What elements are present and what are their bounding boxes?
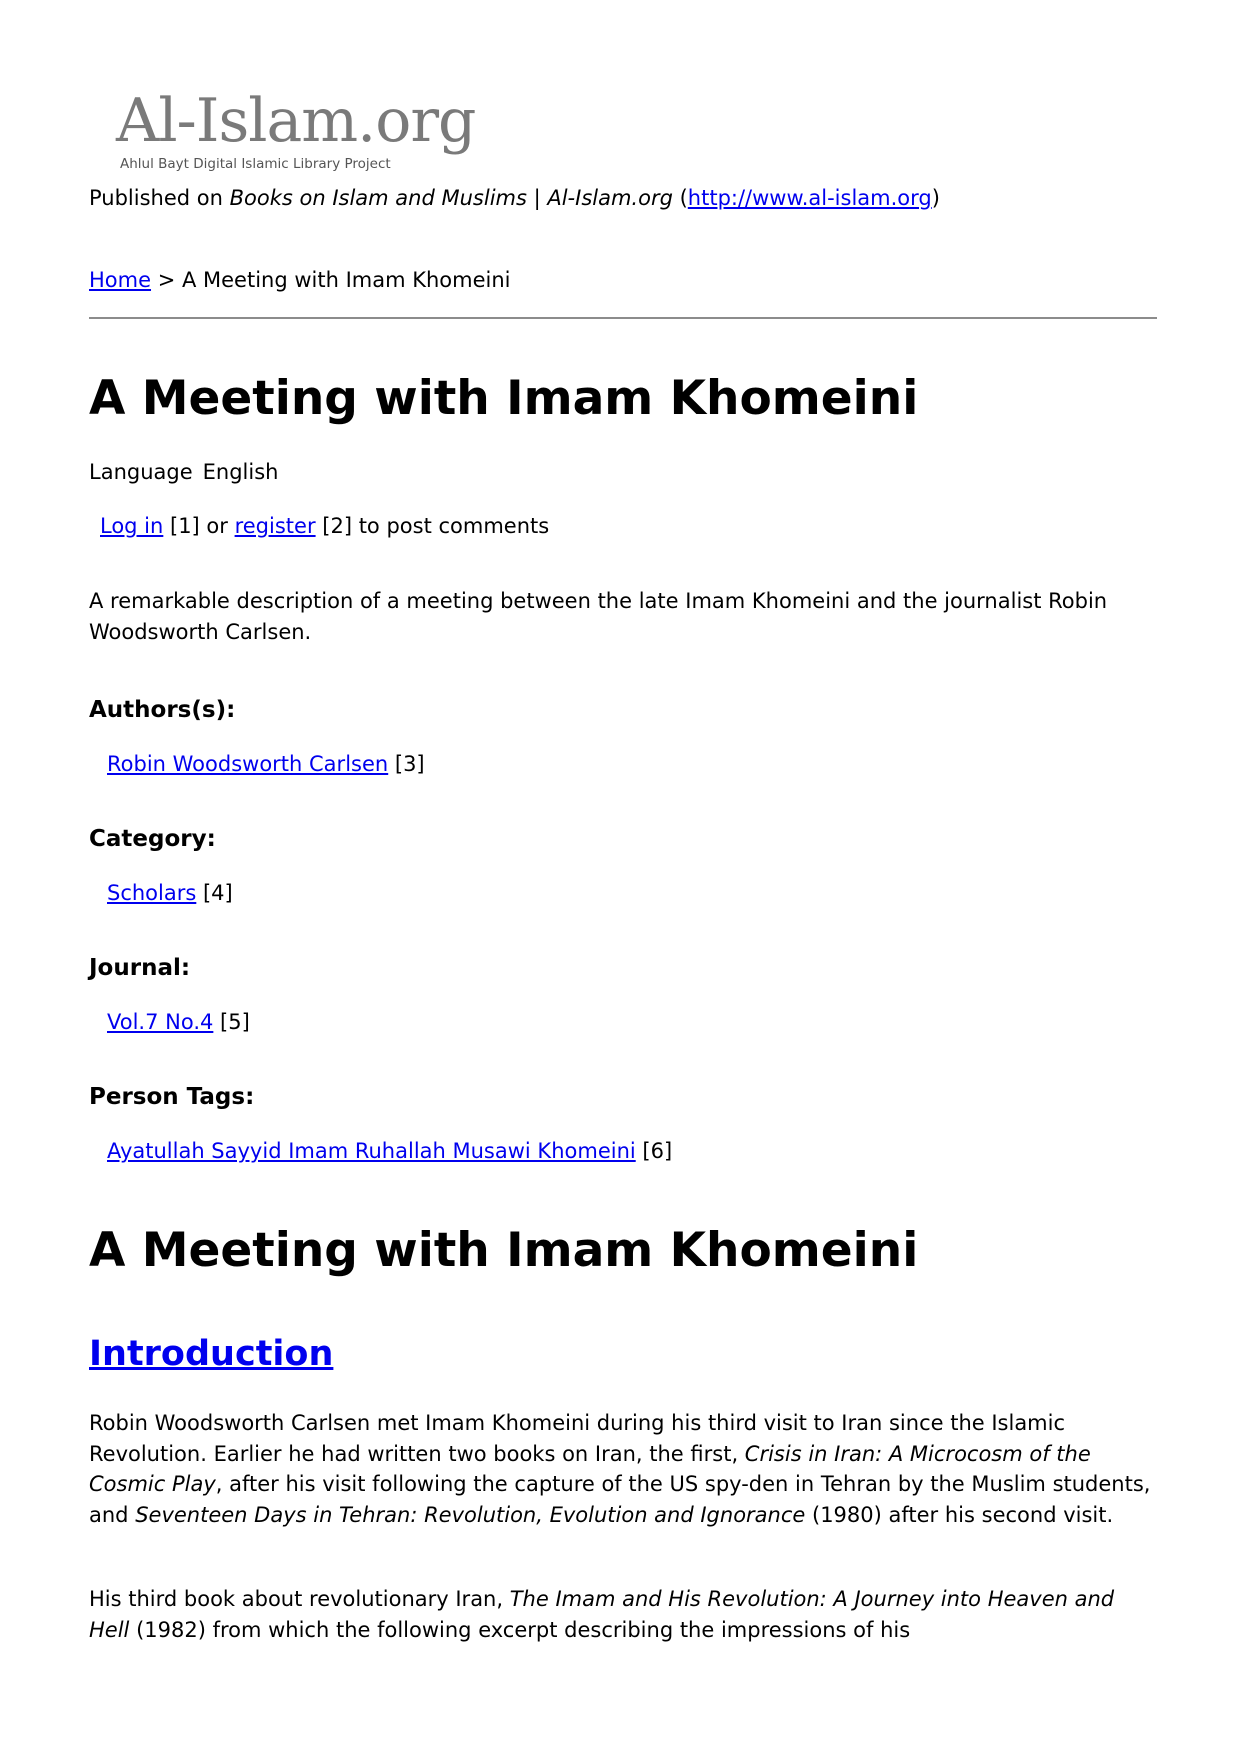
logo-wordmark: Al-Islam.org xyxy=(116,86,476,156)
breadcrumb-separator: > xyxy=(151,268,182,292)
book-description: A remarkable description of a meeting between the late Imam Khomeini and the journalist Robin Woodsworth Carlsen. xyxy=(89,589,1108,644)
language-value: English xyxy=(202,460,279,484)
category-ref: [4] xyxy=(196,881,233,905)
intro-paragraph-2 xyxy=(89,1584,1159,1645)
site-url-link[interactable]: http://www.al-islam.org xyxy=(687,186,932,210)
register-ref: [2] to post comments xyxy=(315,514,550,538)
site-logo[interactable] xyxy=(116,86,486,178)
journal-ref: [5] xyxy=(213,1010,250,1034)
person-tag-link[interactable]: Ayatullah Sayyid Imam Ruhallah Musawi Khomeini xyxy=(107,1139,636,1163)
intro-p2-text-2: (1982) from which the following excerpt describing the impressions of his xyxy=(129,1617,911,1642)
intro-p1-text-2: , after his visit following the capture of the US spy-den in Tehran by the Muslim students, and xyxy=(89,1472,1151,1527)
published-prefix: Published on xyxy=(89,186,230,210)
breadcrumb-current: A Meeting with Imam Khomeini xyxy=(181,268,511,292)
comment-login-line xyxy=(100,514,549,538)
body-title: A Meeting with Imam Khomeini xyxy=(89,1223,919,1278)
authors-label: Authors(s): xyxy=(89,697,236,723)
person-tags-item xyxy=(107,1139,672,1163)
logo-tagline: Ahlul Bayt Digital Islamic Library Project xyxy=(120,156,391,172)
breadcrumb-home-link[interactable]: Home xyxy=(89,268,152,292)
category-item xyxy=(107,881,233,905)
journal-link[interactable]: Vol.7 No.4 xyxy=(107,1010,214,1034)
language-label: Language xyxy=(89,460,193,484)
published-site-name: Books on Islam and Muslims | Al-Islam.org xyxy=(229,186,673,210)
journal-label: Journal: xyxy=(89,955,191,981)
login-ref: [1] or xyxy=(163,514,235,538)
category-label: Category: xyxy=(89,826,216,852)
register-link[interactable]: register xyxy=(234,514,316,538)
journal-item xyxy=(107,1010,250,1034)
published-line xyxy=(89,186,940,210)
published-open-paren: ( xyxy=(672,186,688,210)
category-link[interactable]: Scholars xyxy=(107,881,197,905)
intro-paragraph-1 xyxy=(89,1408,1159,1530)
person-tag-ref: [6] xyxy=(635,1139,673,1163)
author-link[interactable]: Robin Woodsworth Carlsen xyxy=(107,752,389,776)
language-field xyxy=(89,460,278,484)
page-title: A Meeting with Imam Khomeini xyxy=(89,371,919,426)
intro-p1-book-title-1: Crisis in Iran: A Microcosm of the Cosmic Play xyxy=(89,1441,1091,1496)
intro-p2-book-title: The Imam and His Revolution: A Journey into Heaven and Hell xyxy=(89,1587,1115,1642)
intro-p1-text-3: (1980) after his second visit. xyxy=(805,1502,1114,1527)
author-ref: [3] xyxy=(388,752,425,776)
published-close-paren: ) xyxy=(931,186,940,210)
intro-p1-text-1: Robin Woodsworth Carlsen met Imam Khomeini during his third visit to Iran since the Islamic Revolution. Earlier he had written two books on Iran, the first, xyxy=(89,1411,1066,1466)
section-heading xyxy=(89,1334,333,1374)
login-link[interactable]: Log in xyxy=(100,514,164,538)
introduction-link[interactable]: Introduction xyxy=(89,1334,334,1374)
intro-p2-text-1: His third book about revolutionary Iran, xyxy=(89,1587,510,1611)
intro-p1-book-title-2: Seventeen Days in Tehran: Revolution, Evolution and Ignorance xyxy=(135,1502,806,1527)
breadcrumb xyxy=(89,268,511,292)
authors-item xyxy=(107,752,425,776)
header-divider xyxy=(89,317,1157,319)
person-tags-label: Person Tags: xyxy=(89,1084,255,1110)
